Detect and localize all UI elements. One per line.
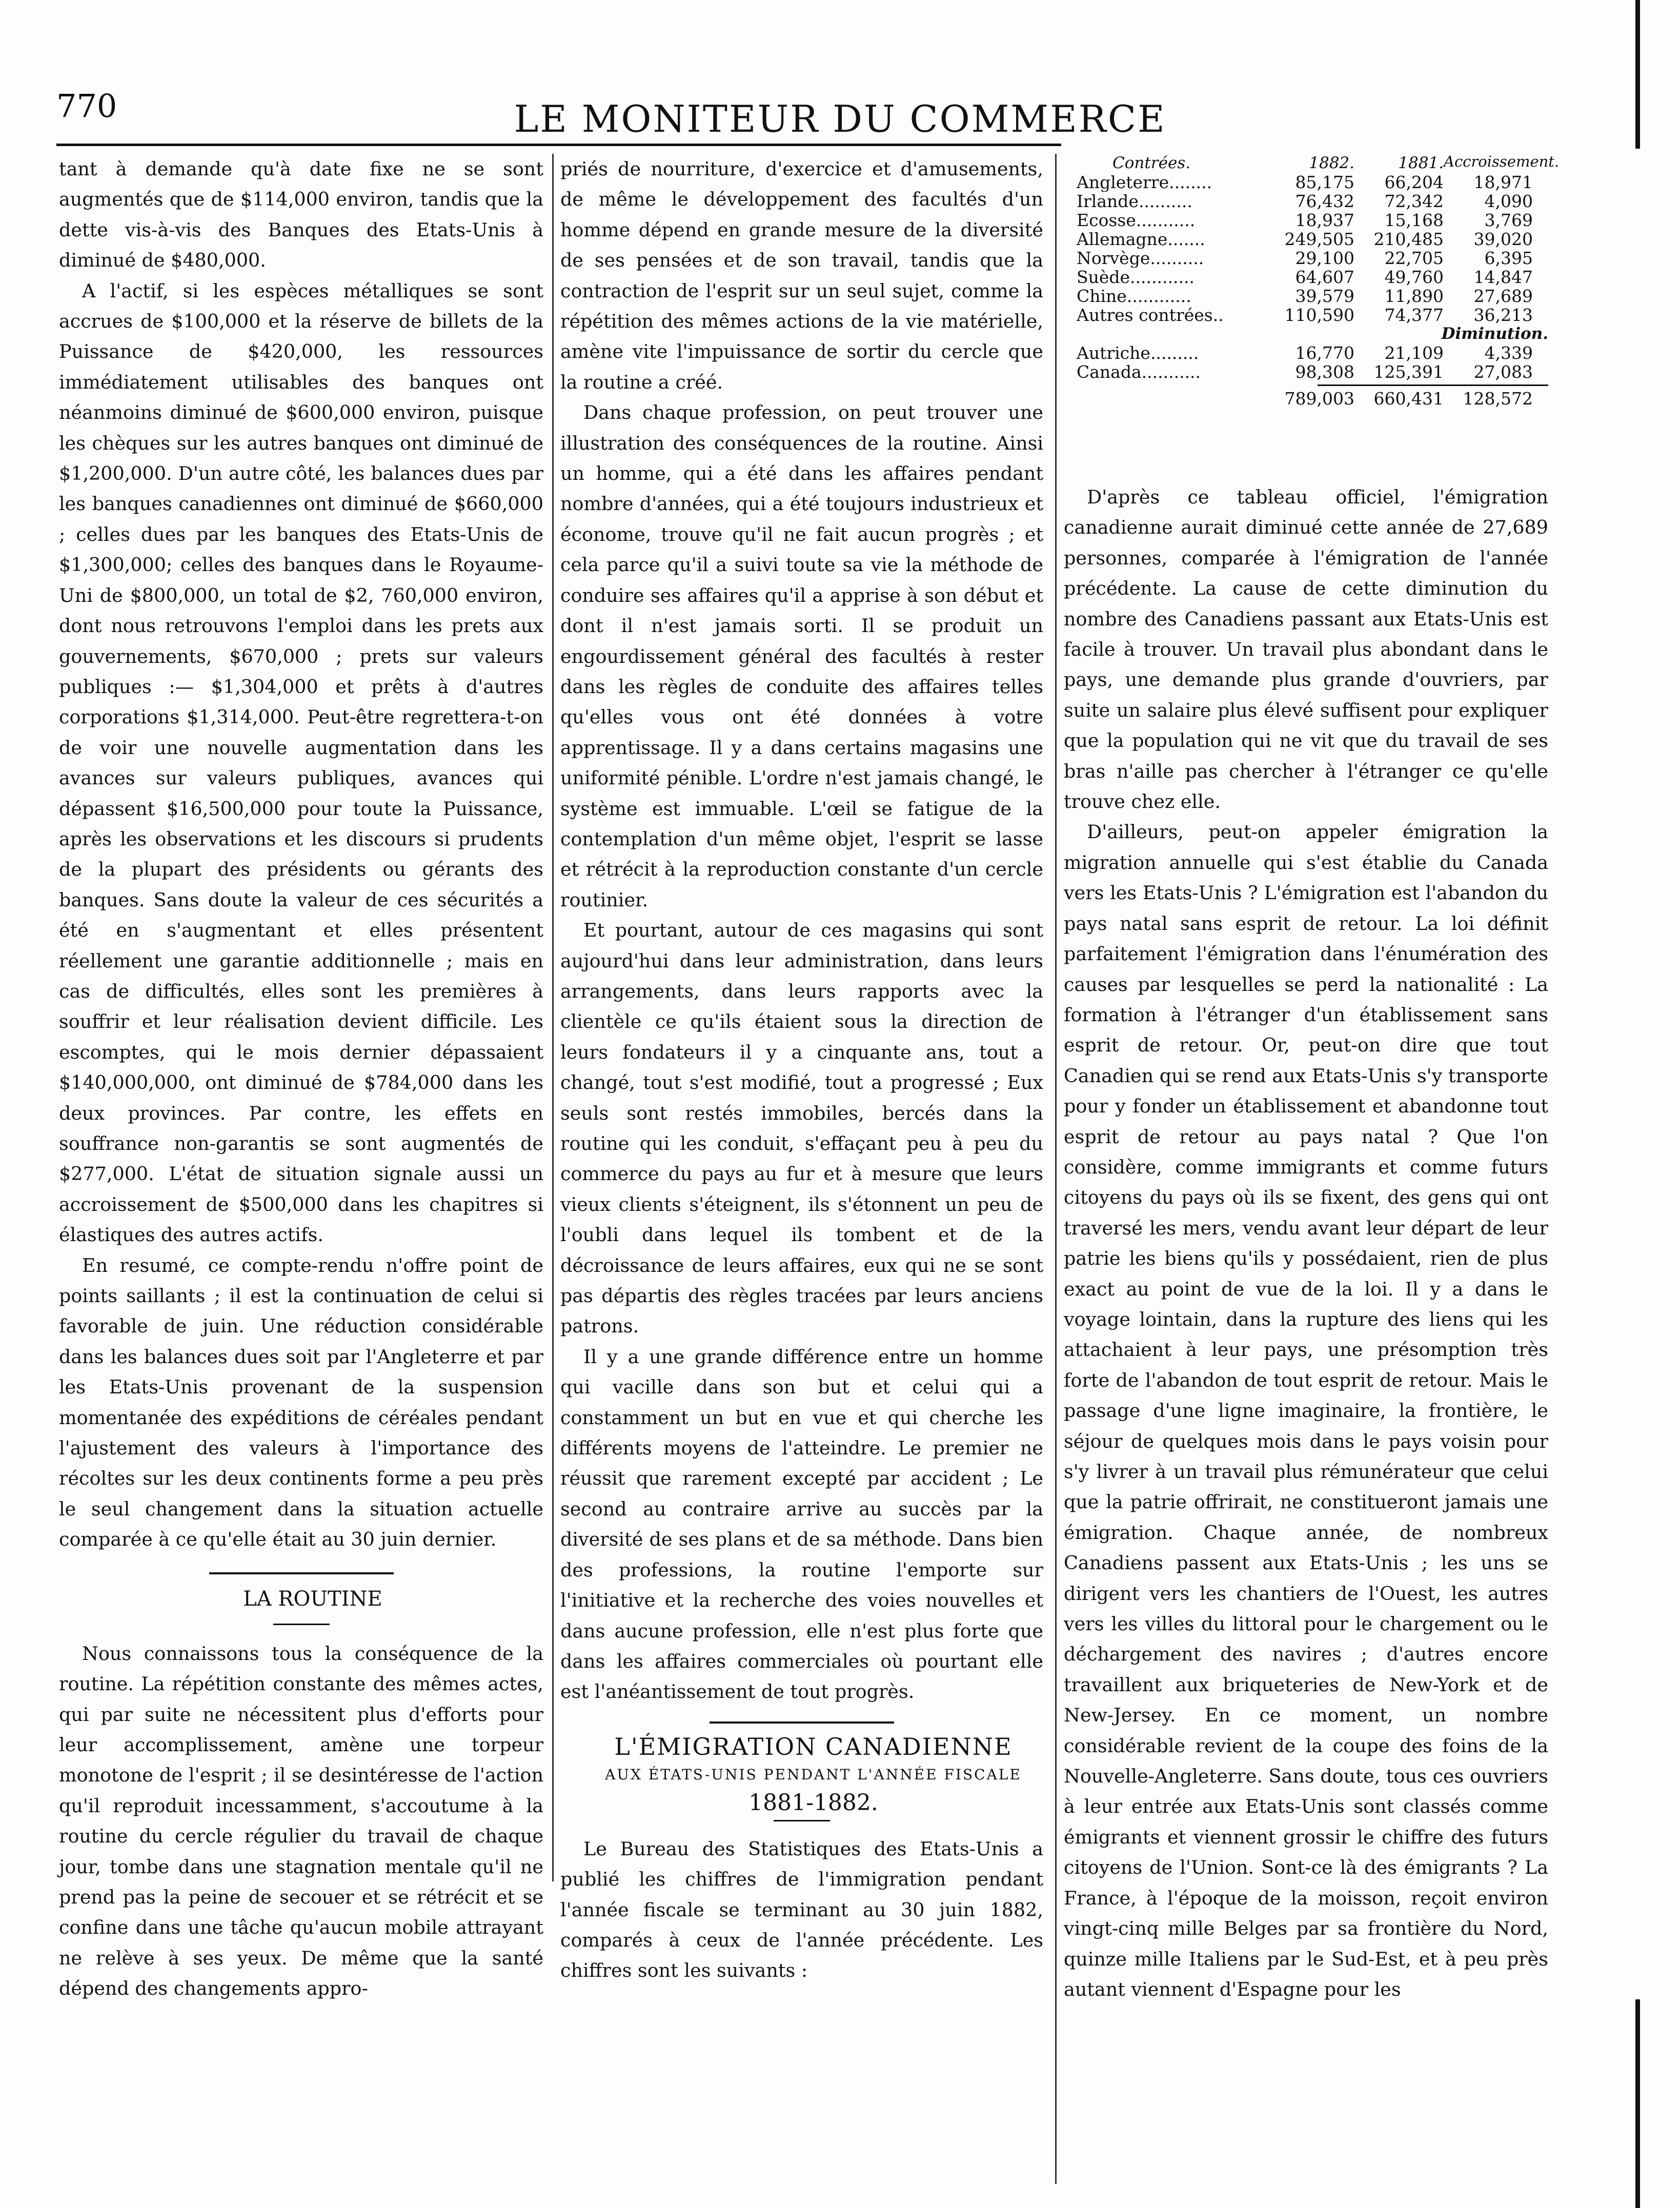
header-1881: 1881. (1398, 154, 1444, 172)
table-row (1077, 362, 1548, 381)
diminution-label: Diminution. (1441, 325, 1548, 343)
paragraph: En resumé, ce compte-rendu n'offre point de points saillants ; il est la continuation de celui si favorable de juin. Une réduction considérable dans les balances dues soit par l'Angleterre et par les Etats-Unis provenant de la suspension momentanée des expéditions de céréales pendant l'ajustement des valeurs à l'importance des récoltes sur les deux continents forme a peu près le seul changement dans la situation actuelle comparée à ce qu'elle était au 30 juin dernier. (59, 1254, 543, 1551)
paragraph: Dans chaque profession, on peut trouver une illustration des conséquences de la routine. Ainsi un homme, qui a été dans les affaires pendant nombre d'années, qui a été toujours industrieux et économe, trouve qu'il ne fait aucun progrès ; et cela parce qu'il a suivi toute sa vie la méthode de conduire ses affaires qu'il a apprise à son début et dont il n'est jamais sorti. Il se produit un engourdissement général des facultés à rester dans les règles de conduite des affaires telles qu'elles vous ont été données à votre apprentissage. Il y a dans certains magasins une uniformité pénible. L'ordre n'est jamais changé, le système est immuable. L'œil se fatigue de la contemplation d'un même objet, l'esprit se lasse et rétrécit à la reproduction constante d'un cercle routinier. (560, 401, 1043, 911)
value-1881-cell: 21,109 (1384, 343, 1444, 363)
value-1882-cell: 29,100 (1295, 248, 1354, 268)
column-2 (560, 154, 1043, 1986)
country-cell: Allemagne....... (1077, 230, 1205, 249)
paragraph: Il y a une grande différence entre un homme qui vacille dans son but et celui qui a constamment un but en vue et qui cherche les différents moyens de l'atteindre. Le premier ne réussit que rarement excepté par accident ; Le second au contraire arrive au succès par la diversité de ses plans et de sa méthode. Dans bien des professions, la routine l'emporte sur l'initiative et la recherche des voies nouvelles et dans aucune profession, elle n'est plus forte que dans les affaires commerciales où pourtant elle est l'anéantissement de tout progrès. (560, 1345, 1043, 1703)
value-1881-cell: 49,760 (1384, 267, 1444, 287)
value-1882-cell: 76,432 (1295, 191, 1354, 211)
value-1882-cell: 64,607 (1295, 267, 1354, 287)
change-cell: 27,083 (1473, 362, 1533, 382)
totals-row (1077, 389, 1548, 408)
header-country: Contrées. (1112, 154, 1191, 172)
emigration-statistics-table (1077, 153, 1560, 409)
column-1 (59, 154, 543, 2004)
paragraph: Et pourtant, autour de ces magasins qui sont aujourd'hui dans leur administration, dans leurs arrangements, dans leurs rapports avec la clientèle ce qu'ils étaient sous la direction de leurs fondateurs il y a cinquante ans, tout a changé, tout s'est modifié, tout a progressé ; Eux seuls sont restés immobiles, bercés dans la routine qui les conduit, s'effaçant peu à peu du commerce du pays au fur et à mesure que leurs vieux clients s'éteignent, ils s'étonnent un peu de l'oubli dans lequel ils tombent et de la décroissance de leurs affaires, eux qui ne se sont pas départis des règles tracées par leurs anciens patrons. (560, 919, 1043, 1338)
value-1881-cell: 22,705 (1384, 248, 1444, 268)
value-1882-cell: 110,590 (1284, 305, 1354, 325)
change-cell: 14,847 (1473, 267, 1533, 287)
country-cell: Autres contrées.. (1077, 306, 1224, 325)
header-rule (56, 144, 1061, 146)
value-1881-cell: 72,342 (1384, 191, 1444, 211)
paragraph: D'après ce tableau officiel, l'émigration canadienne aurait diminué cette année de 27,689 personnes, comparée à l'émigration de l'année précédente. La cause de cette diminution du nombre des Canadiens passant aux Etats-Unis est facile à trouver. Un travail plus abondant dans le pays, une demande plus grande d'ouvriers, par suite un salaire plus élevé suffisent pour expliquer que la population qui ne vit que du travail de ses bras n'aille pas chercher à l'étranger ce qu'elle trouve chez elle. (1064, 486, 1548, 813)
country-cell: Canada........... (1077, 362, 1201, 381)
section-title-emigration: L'ÉMIGRATION CANADIENNE (614, 1732, 1013, 1760)
paragraph: D'ailleurs, peut-on appeler émigration la migration annuelle qui s'est établie du Canada vers les Etats-Unis ? L'émigration est l'abandon du pays natal sans esprit de retour. La loi définit parfaitement l'émigration dans l'énumération des causes par lesquelles se perd la nationalité : La formation à l'étranger d'un établissement sans esprit de retour. Or, peut-on dire que tout Canadien qui se rend aux Etats-Unis s'y transporte pour y fonder un établissement et abandonne tout esprit de retour au pays natal ? Que l'on considère, comme immigrants et comme futurs citoyens du pays où ils se fixent, des gens qui ont traversé les mers, vendu avant leur départ de leur patrie les biens qu'ils y possédaient, rien de plus exact au point de vue de la loi. Il y a dans le voyage lointain, dans la rupture des liens qui les attachaient à leur pays, une présomption très forte de l'abandon de tout esprit de retour. Mais le passage d'une ligne imaginaire, la frontière, le séjour de quelques mois dans le pays voisin pour s'y livrer à un travail plus rémunérateur que celui que la patrie offrirait, ne constitueront jamais une émigration. Chaque année, de nombreux Canadiens passent aux Etats-Unis ; les uns se dirigent vers les chantiers de l'Ouest, les autres vers les villes du littoral pour le chargement ou le déchargement des navires ; d'autres encore travaillent aux briqueteries de New-York et de New-Jersey. En ce moment, un nombre considérable revient de la coupe des foins de la Nouvelle-Angleterre. Sans doute, tous ces ouvriers à leur entrée aux Etats-Unis sont classés comme émigrants et viennent grossir le chiffre des futurs citoyens de l'Union. Sont-ce là des émigrants ? La France, à l'époque de la moisson, reçoit environ vingt-cinq mille Belges par sa frontière du Nord, quinze mille Italiens par le Sud-Est, et à peu près autant viennent d'Espagne pour les (1064, 821, 1549, 2000)
change-cell: 4,090 (1484, 191, 1533, 211)
paragraph: tant à demande qu'à date fixe ne se sont augmentés que de $114,000 environ, tandis que la dette vis-à-vis des Banques des Etats-Unis à diminué de $480,000. (59, 158, 543, 272)
paragraph: Le Bureau des Statistiques des Etats-Unis a publié les chiffres de l'immigration pendant l'année fiscale se terminant au 30 juin 1882, comparés à ceux de l'année précédente. Les chiffres sont les suivants : (560, 1837, 1043, 1982)
country-cell: Norvège.......... (1077, 249, 1204, 268)
value-1882-cell: 85,175 (1295, 172, 1354, 192)
country-cell: Irlande.......... (1077, 192, 1192, 211)
header-1882: 1882. (1309, 154, 1354, 172)
value-1881-cell: 210,485 (1373, 229, 1444, 249)
country-cell: Chine............ (1077, 287, 1191, 306)
change-cell: 36,213 (1473, 305, 1533, 325)
margin-binding-rule-bottom (1635, 1999, 1640, 2208)
table-row (1077, 192, 1548, 211)
table-row (1077, 306, 1548, 325)
country-cell: Autriche......... (1077, 343, 1199, 362)
change-cell: 6,395 (1484, 248, 1533, 268)
table-header-row (1077, 153, 1560, 173)
section-divider (710, 1721, 894, 1724)
value-1882-cell: 98,308 (1295, 362, 1354, 382)
country-cell: Suède............ (1077, 268, 1195, 287)
value-1882-cell: 16,770 (1295, 343, 1354, 363)
page-number: 770 (56, 87, 117, 125)
masthead-title: LE MONITEUR DU COMMERCE (514, 97, 1166, 140)
value-1882-cell: 18,937 (1295, 210, 1354, 230)
value-1881-cell: 125,391 (1373, 362, 1444, 382)
column-divider-1 (552, 154, 554, 1881)
column-3 (1064, 482, 1548, 2004)
header-change: Accroissement. (1444, 153, 1560, 170)
table-row (1077, 249, 1548, 268)
paragraph: Nous connaissons tous la conséquence de la routine. La répétition constante des mêmes actes, qui par suite ne nécessitent plus d'efforts pour leur accomplissement, amène une torpeur monotone de l'esprit ; il se desintéresse de l'action qu'il reproduit incessamment, s'accoutume à la routine du cercle régulier du travail de chaque jour, tombe dans une stagnation mentale qu'il ne prend pas la peine de secouer et se rétrécit et se confine dans une tâche qu'aucun mobile attrayant ne relève à ses yeux. De même que la santé dépend des changements appro- (59, 1642, 543, 2000)
value-1881-cell: 74,377 (1384, 305, 1444, 325)
section-subtitle: AUX ÉTATS-UNIS PENDANT L'ANNÉE FISCALE (605, 1766, 1022, 1783)
total-1882: 789,003 (1284, 389, 1354, 409)
totals-rule (1318, 384, 1548, 386)
value-1882-cell: 249,505 (1284, 229, 1354, 249)
section-years: 1881-1882. (748, 1789, 878, 1816)
change-cell: 3,769 (1484, 210, 1533, 230)
value-1881-cell: 15,168 (1384, 210, 1444, 230)
country-cell: Angleterre........ (1077, 173, 1212, 192)
paragraph: A l'actif, si les espèces métalliques se sont accrues de $100,000 et la réserve de billets de la Puissance de $420,000, les ressources immédiatement utilisables des banques ont néanmoins diminué de $600,000 environ, puisque les chèques sur les autres banques ont diminué de $1,200,000. D'un autre côté, les balances dues par les banques canadiennes ont diminué de $660,000 ; celles dues par les banques des Etats-Unis de $1,300,000; celles des banques dans le Royaume-Uni de $800,000, un total de $2, 760,000 environ, dont nous retrouvons l'emploi dans les prets aux gouvernements, $670,000 ; prets sur valeurs publiques :— $1,304,000 et prêts à d'autres corporations $1,314,000. Peut-être regrettera-t-on de voir une nouvelle augmentation dans les avances sur valeurs publiques, avances qui dépassent $16,500,000 pour toute la Puissance, après les observations et les discours si prudents de la plupart des présidents ou gérants des banques. Sans doute la valeur de ces sécurités a été en s'augmentant et elles présentent réellement une garantie additionnelle ; mais en cas de difficultés, elles sont les premières à souffrir et leur réalisation devient difficile. Les escomptes, qui le mois dernier dépassaient $140,000,000, ont diminué de $784,000 dans les deux provinces. Par contre, les effets en souffrance non-garantis se sont augmentés de $277,000. L'état de situation signale aussi un accroissement de $500,000 dans les chapitres si élastiques des autres actifs. (59, 279, 543, 1246)
total-change: 128,572 (1463, 389, 1533, 409)
country-cell: Ecosse........... (1077, 211, 1196, 230)
table-row (1077, 343, 1548, 362)
table-row (1077, 230, 1548, 249)
value-1881-cell: 66,204 (1384, 172, 1444, 192)
table-row (1077, 173, 1548, 192)
total-1881: 660,431 (1373, 389, 1444, 409)
margin-binding-rule-top (1635, 0, 1640, 149)
value-1882-cell: 39,579 (1295, 286, 1354, 306)
section-title-routine: LA ROUTINE (243, 1587, 382, 1611)
table-row (1077, 287, 1548, 306)
table-row (1077, 268, 1548, 287)
paragraph: priés de nourriture, d'exercice et d'amusements, de même le développement des facultés d'un homme dépend en grande mesure de la diversité de ses pensées et de son travail, tandis que la contraction de l'esprit sur un seul sujet, comme la répétition des mêmes actions de la vie matérielle, amène vite l'impuissance de sortir du cercle que la routine a créé. (560, 158, 1043, 393)
table-row (1077, 211, 1548, 230)
value-1881-cell: 11,890 (1384, 286, 1444, 306)
change-cell: 39,020 (1473, 229, 1533, 249)
column-divider-2 (1055, 154, 1057, 2184)
change-cell: 18,971 (1473, 172, 1533, 192)
change-cell: 27,689 (1473, 286, 1533, 306)
change-cell: 4,339 (1484, 343, 1533, 363)
